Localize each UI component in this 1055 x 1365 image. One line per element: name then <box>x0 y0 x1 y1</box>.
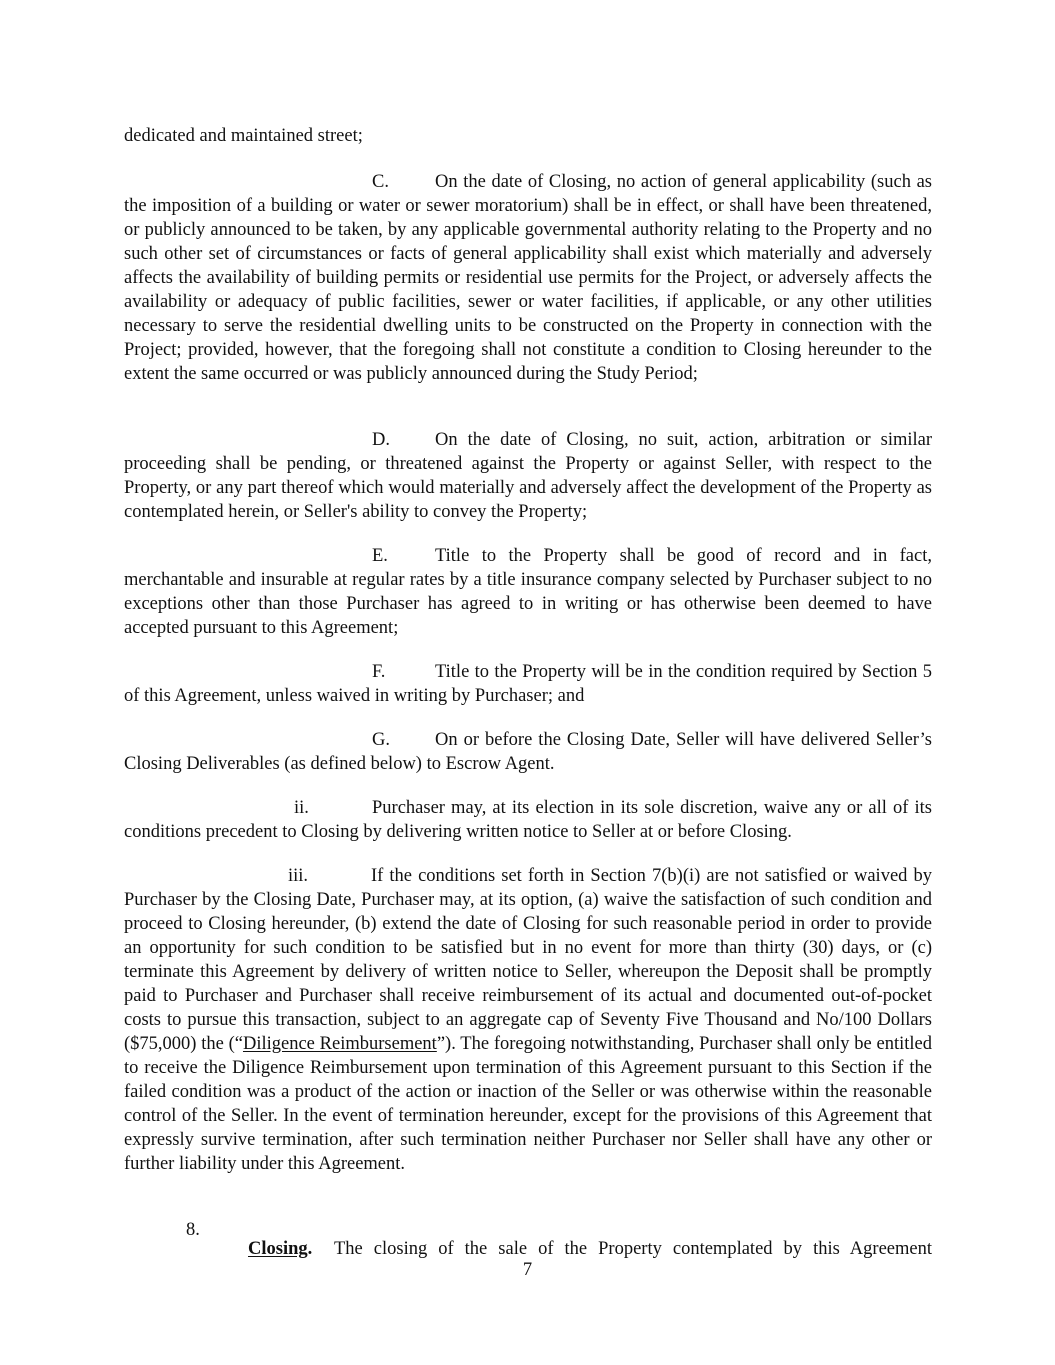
paragraph-f <box>124 660 932 708</box>
defined-term-diligence-reimbursement: Diligence Reimbursement <box>242 1034 437 1054</box>
page-number: 7 <box>522 1260 533 1280</box>
paragraph-c <box>124 170 932 386</box>
section-8: Closing. The closing of the sale of the Property contemplated by this Agreement <box>248 1238 932 1259</box>
paragraph-e-text: Title to the Property shall be good of record and in fact, merchantable and insurable at regular rates by a title insurance company selected by Purchaser subject to no exceptions other than those Purchaser has agreed to in writing or has otherwise been deemed to have accepted pursuant to this Agreement; <box>124 546 932 638</box>
paragraph-iii <box>124 864 932 1176</box>
paragraph-ii-label: ii. <box>294 798 309 818</box>
paragraph-e <box>124 544 932 640</box>
paragraph-c-text: On the date of Closing, no action of general applicability (such as the imposition of a building or water or sewer moratorium) shall be in effect, or shall have been threatened, or publicly announced to be taken, by any applicable governmental authority relating to the Property and no such other set of circumstances or facts of general applicability shall exist which materially and adversely affects the availability of building permits or residential use permits for the Project, or adversely affects the availability or adequacy of public facilities, sewer or water facilities, if applicable, or any other utilities necessary to serve the residential dwelling units to be constructed on the Property in connection with the Project; provided, however, that the foregoing shall not constitute a condition to Closing hereunder to the extent the same occurred or was publicly announced during the Study Period; <box>124 172 932 384</box>
paragraph-c-label: C. <box>372 172 389 192</box>
paragraph-g <box>124 728 932 776</box>
paragraph-e-label: E. <box>372 546 388 566</box>
paragraph-f-label: F. <box>372 662 386 682</box>
paragraph-iii-text-after: ”). The foregoing notwithstanding, Purchaser shall only be entitled to receive the Diligence Reimbursement upon termination of this Agreement pursuant to this Section if the failed condition was a product of the action or inaction of the Seller or was otherwise within the reasonable control of the Seller. In the event of termination hereunder, except for the provisions of this Agreement that expressly survive termination, after such termination neither Purchaser nor Seller shall have any other or further liability under this Agreement. <box>124 1034 932 1174</box>
paragraph-f-text: Title to the Property will be in the condition required by Section 5 of this Agreement, unless waived in writing by Purchaser; and <box>124 662 932 706</box>
paragraph-g-text: On or before the Closing Date, Seller will have delivered Seller’s Closing Deliverables (as defined below) to Escrow Agent. <box>124 730 932 774</box>
section-8-heading: Closing <box>248 1238 308 1259</box>
paragraph-g-label: G. <box>372 730 390 750</box>
paragraph-d-label: D. <box>372 430 390 450</box>
paragraph-ii-text: Purchaser may, at its election in its sole discretion, waive any or all of its conditions precedent to Closing by delivering written notice to Seller at or before Closing. <box>124 798 932 842</box>
paragraph-iii-text-before: If the conditions set forth in Section 7(b)(i) are not satisfied or waived by Purchaser by the Closing Date, Purchaser may, at its option, (a) waive the satisfaction of such condition and proceed to Closing hereunder, (b) extend the date of Closing for such reasonable period in order to provide an opportunity for such condition to be satisfied but in no event for more than thirty (30) days, or (c) terminate this Agreement by delivery of written notice to Seller, whereupon the Deposit shall be promptly paid to Purchaser and Purchaser shall receive reimbursement of its actual and documented out-of-pocket costs to pursue this transaction, subject to an aggregate cap of Seventy Five Thousand and No/100 Dollars ($75,000) the (“ <box>124 866 932 1054</box>
paragraph-d-text: On the date of Closing, no suit, action, arbitration or similar proceeding shall be pending, or threatened against the Property or against Seller, with respect to the Property, or any part thereof which would materially and adversely affect the development of the Property as contemplated herein, or Seller's ability to convey the Property; <box>124 430 932 522</box>
intro-line: dedicated and maintained street; <box>124 126 363 146</box>
section-8-text: The closing of the sale of the Property contemplated by this Agreement <box>333 1238 932 1259</box>
paragraph-ii <box>124 796 932 844</box>
paragraph-d <box>124 428 932 524</box>
paragraph-iii-label: iii. <box>288 866 309 886</box>
section-8-number: 8. <box>186 1220 200 1240</box>
